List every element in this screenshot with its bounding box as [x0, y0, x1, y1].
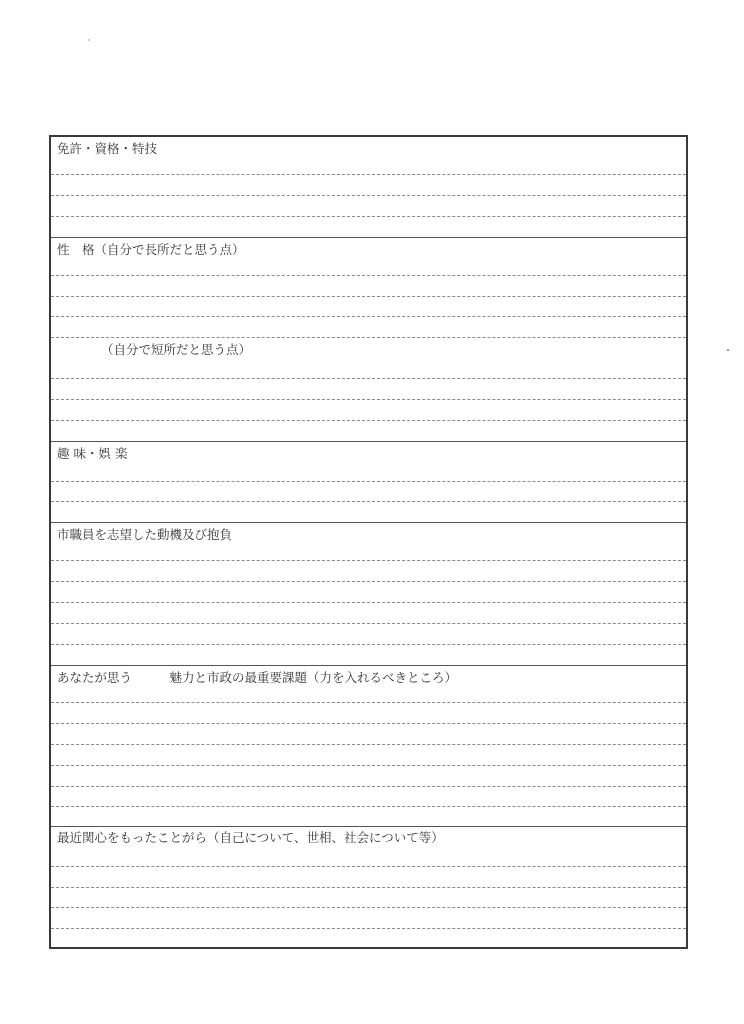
section-hobbies [51, 442, 686, 523]
writing-line[interactable] [51, 866, 686, 867]
section-sublabel-weaknesses: （自分で短所だと思う点） [101, 342, 252, 357]
section-label-motivation: 市職員を志望した動機及び抱負 [57, 527, 233, 542]
writing-line[interactable] [51, 174, 686, 175]
scan-speck [727, 349, 729, 351]
writing-line[interactable] [51, 806, 686, 807]
writing-line[interactable] [51, 765, 686, 766]
section-label-recent-interests: 最近関心をもったことがら（自己について、世相、社会について等） [57, 830, 444, 845]
section-recent-interests [51, 827, 686, 947]
writing-line[interactable] [51, 928, 686, 929]
writing-line[interactable] [51, 481, 686, 482]
writing-line[interactable] [51, 623, 686, 624]
writing-line[interactable] [51, 378, 686, 379]
writing-line[interactable] [51, 296, 686, 297]
writing-line[interactable] [51, 420, 686, 421]
writing-line[interactable] [51, 744, 686, 745]
scan-speck [88, 39, 90, 41]
writing-line[interactable] [51, 275, 686, 276]
writing-line[interactable] [51, 644, 686, 645]
writing-line[interactable] [51, 723, 686, 724]
writing-line[interactable] [51, 786, 686, 787]
writing-line[interactable] [51, 581, 686, 582]
writing-line[interactable] [51, 501, 686, 502]
section-label-strengths: 性 格（自分で長所だと思う点） [57, 242, 245, 257]
application-form [49, 135, 688, 949]
section-label-licenses: 免許・資格・特技 [57, 141, 158, 156]
writing-line[interactable] [51, 907, 686, 908]
section-personality [51, 238, 686, 442]
writing-line[interactable] [51, 316, 686, 317]
section-motivation [51, 523, 686, 666]
section-label-hobbies: 趣 味・娯 楽 [57, 446, 128, 461]
section-city-issues [51, 666, 686, 827]
writing-line[interactable] [51, 399, 686, 400]
section-label-city-issues: あなたが思う 魅力と市政の最重要課題（力を入れるべきところ） [57, 670, 458, 685]
section-licenses [51, 137, 686, 238]
writing-line[interactable] [51, 216, 686, 217]
writing-line[interactable] [51, 337, 686, 338]
writing-line[interactable] [51, 560, 686, 561]
writing-line[interactable] [51, 195, 686, 196]
writing-line[interactable] [51, 702, 686, 703]
writing-line[interactable] [51, 887, 686, 888]
writing-line[interactable] [51, 602, 686, 603]
